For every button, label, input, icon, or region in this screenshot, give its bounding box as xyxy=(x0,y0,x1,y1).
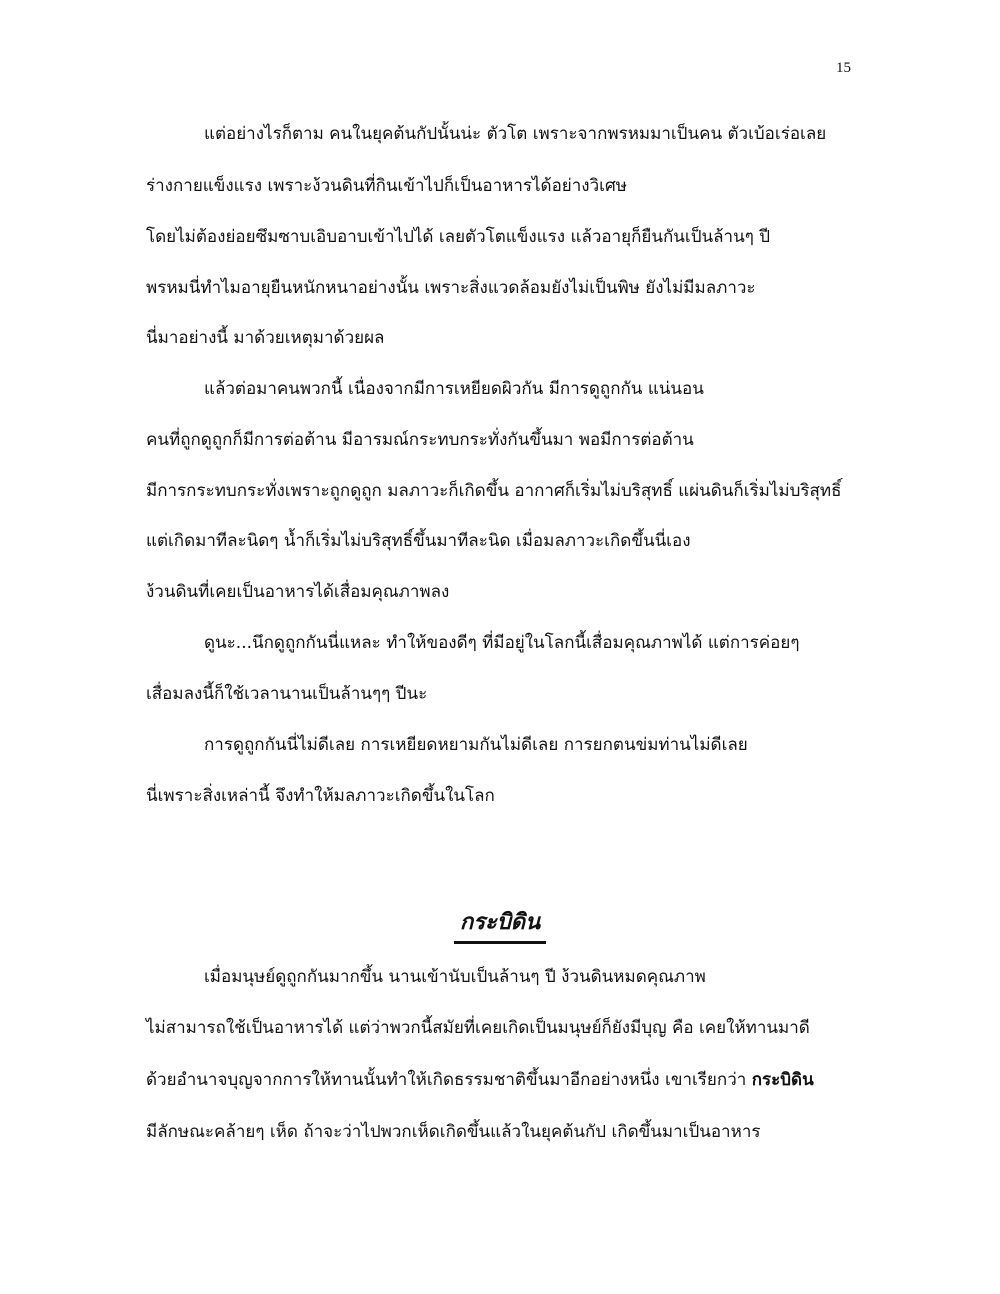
text-line: แล้วต่อมาคนพวกนี้ เนื่องจากมีการเหยียดผิวกัน มีการดูถูกกัน แน่นอน xyxy=(204,379,704,399)
text-line: แต่เกิดมาทีละนิดๆ น้ำก็เริ่มไม่บริสุทธิ์ขึ้นมาทีละนิด เมื่อมลภาวะเกิดขึ้นนี่เอง xyxy=(146,531,691,551)
text-line: มีการกระทบกระทั่งเพราะถูกดูถูก มลภาวะก็เกิดขึ้น อากาศก็เริ่มไม่บริสุทธิ์ แผ่นดินก็เริ่มไม่บริสุทธิ์ xyxy=(146,481,842,501)
text-line-plain: ด้วยอำนาจบุญจากการให้ทานนั้นทำให้เกิดธรรมชาติขึ้นมาอีกอย่างหนึ่ง เขาเรียกว่า xyxy=(146,1070,752,1090)
section-heading xyxy=(0,904,1000,944)
bold-term: กระบิดิน xyxy=(751,1070,814,1090)
text-line: เสื่อมลงนี้ก็ใช้เวลานานเป็นล้านๆๆ ปีนะ xyxy=(146,684,428,704)
text-line: มีลักษณะคล้ายๆ เห็ด ถ้าจะว่าไปพวกเห็ดเกิดขึ้นแล้วในยุคต้นกัป เกิดขึ้นมาเป็นอาหาร xyxy=(146,1122,761,1142)
section-heading-text: กระบิดิน xyxy=(454,904,546,944)
text-line: ไม่สามารถใช้เป็นอาหารได้ แต่ว่าพวกนี้สมัยที่เคยเกิดเป็นมนุษย์ก็ยังมีบุญ คือ เคยให้ทานมาดี xyxy=(146,1018,810,1038)
text-line: โดยไม่ต้องย่อยซึมซาบเอิบอาบเข้าไปได้ เลยตัวโตแข็งแรง แล้วอายุก็ยืนกันเป็นล้านๆ ปี xyxy=(146,227,771,247)
page-number: 15 xyxy=(836,60,851,76)
text-line: นี่เพราะสิ่งเหล่านี้ จึงทำให้มลภาวะเกิดขึ้นในโลก xyxy=(146,786,495,806)
text-line: แต่อย่างไรก็ตาม คนในยุคต้นกัปนั้นน่ะ ตัวโต เพราะจากพรหมมาเป็นคน ตัวเบ้อเร่อเลย xyxy=(204,124,827,144)
text-line: พรหมนี่ทำไมอายุยืนหนักหนาอย่างนั้น เพราะสิ่งแวดล้อมยังไม่เป็นพิษ ยังไม่มีมลภาวะ xyxy=(146,278,756,298)
text-line: คนที่ถูกดูถูกก็มีการต่อต้าน มีอารมณ์กระทบกระทั่งกันขึ้นมา พอมีการต่อต้าน xyxy=(146,430,694,450)
text-line xyxy=(146,1068,866,1092)
text-line: ร่างกายแข็งแรง เพราะง้วนดินที่กินเข้าไปก็เป็นอาหารได้อย่างวิเศษ xyxy=(146,176,627,196)
text-line: นี่มาอย่างนี้ มาด้วยเหตุมาด้วยผล xyxy=(146,328,385,348)
text-line: การดูถูกกันนี่ไม่ดีเลย การเหยียดหยามกันไม่ดีเลย การยกตนข่มท่านไม่ดีเลย xyxy=(204,735,748,755)
text-line: ดูนะ...นึกดูถูกกันนี่แหละ ทำให้ของดีๆ ที่มีอยู่ในโลกนี้เสื่อมคุณภาพได้ แต่การค่อยๆ xyxy=(204,633,800,653)
text-line: เมื่อมนุษย์ดูถูกกันมากขึ้น นานเข้านับเป็นล้านๆ ปี ง้วนดินหมดคุณภาพ xyxy=(204,967,706,987)
text-line: ง้วนดินที่เคยเป็นอาหารได้เสื่อมคุณภาพลง xyxy=(146,582,450,602)
